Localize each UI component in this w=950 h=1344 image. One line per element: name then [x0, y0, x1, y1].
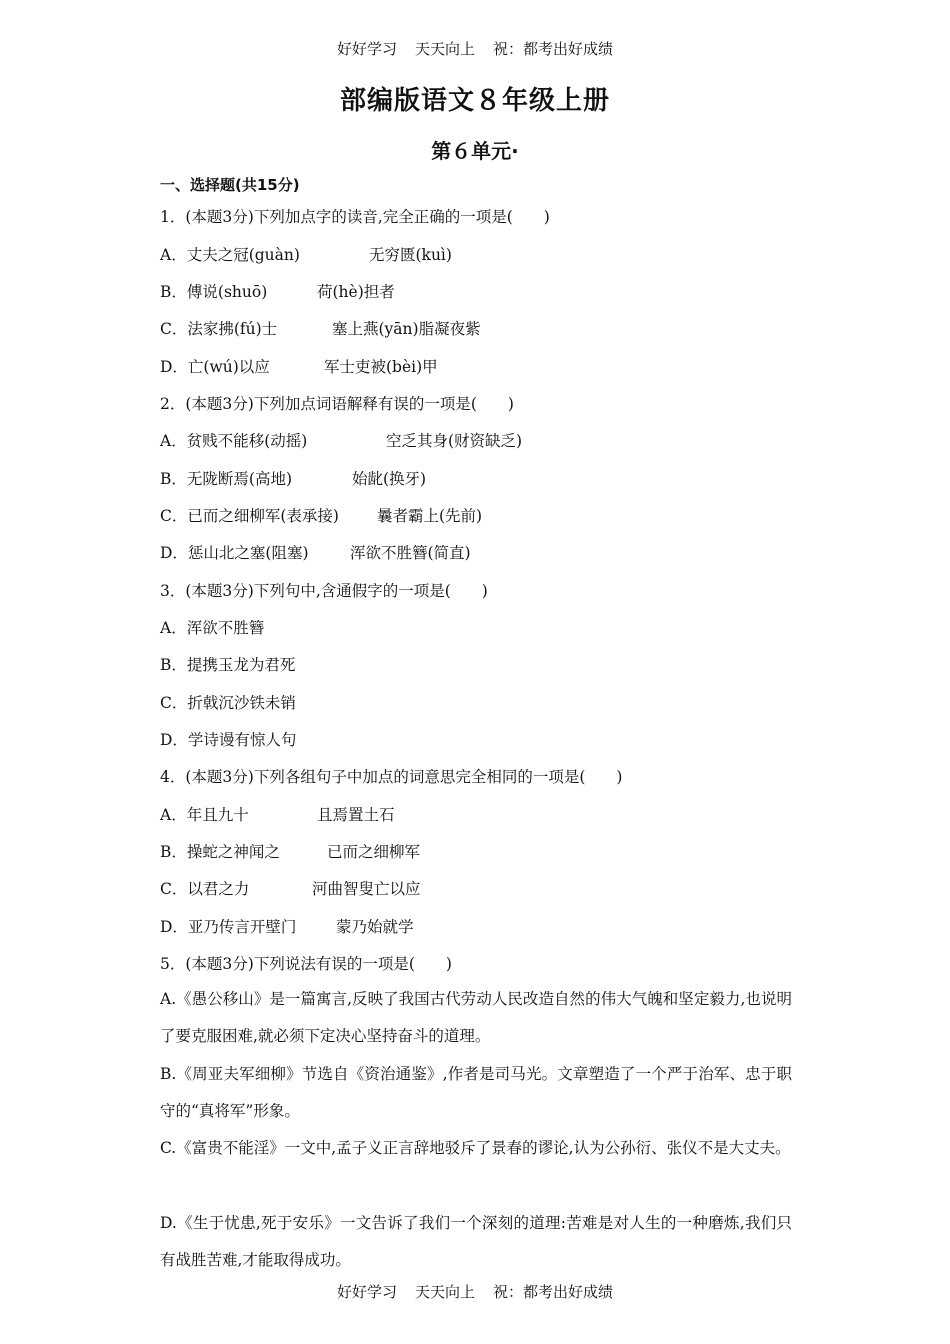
option-text-2: 浑欲不胜簪(简直): [350, 544, 471, 562]
option-text-2: 已而之细柳军: [327, 843, 421, 861]
question-5-option-d: D.《生于忧患,死于安乐》一文告诉了我们一个深刻的道理:苦难是对人生的一种磨炼,我们只有战胜苦难,才能取得成功。: [160, 1214, 792, 1269]
question-4-option-b: [160, 840, 421, 862]
option-text: C．法家拂(fú)士: [160, 320, 278, 338]
option-text: A．丈夫之冠(guàn): [160, 246, 300, 264]
option-text-2: 荷(hè)担者: [317, 283, 395, 301]
page-title: 部编版语文８年级上册: [339, 86, 610, 116]
option-text: B．操蛇之神闻之: [160, 843, 280, 861]
question-3-option-c: C．折戟沉沙铁未销: [160, 694, 296, 712]
question-2-stem: 2．(本题3分)下列加点词语解释有误的一项是( ): [160, 395, 514, 413]
option-text: C．以君之力: [160, 880, 250, 898]
question-3-option-a: A．浑欲不胜簪: [160, 619, 265, 637]
question-4-option-d: [160, 915, 414, 937]
question-5-stem: 5．(本题3分)下列说法有误的一项是( ): [160, 955, 452, 973]
option-text: B．傅说(shuō): [160, 283, 268, 301]
question-2-option-b: [160, 467, 427, 489]
option-text: D．亡(wú)以应: [160, 358, 270, 376]
header-motto-2: 天天向上: [414, 40, 475, 58]
question-5-option-a: A.《愚公移山》是一篇寓言,反映了我国古代劳动人民改造自然的伟大气魄和坚定毅力,也说明了要克服困难,就必须下定决心坚持奋斗的道理。: [160, 990, 792, 1045]
question-1-option-b: [160, 280, 395, 302]
option-text-2: 始龀(换牙): [352, 470, 427, 488]
question-3-option-b: B．提携玉龙为君死: [160, 656, 296, 674]
footer-motto-3: 祝：都考出好成绩: [493, 1283, 614, 1301]
footer-motto-2: 天天向上: [414, 1283, 475, 1301]
header-motto-3: 祝：都考出好成绩: [493, 40, 614, 58]
question-1-option-a: [160, 243, 452, 265]
question-1-option-c: [160, 317, 481, 339]
option-text-2: 河曲智叟亡以应: [312, 880, 421, 898]
question-2-option-c: [160, 504, 483, 526]
section-heading: 一、选择题(共15分): [160, 176, 300, 194]
option-text-2: 且焉置土石: [317, 806, 395, 824]
option-text: B．无陇断焉(高地): [160, 470, 292, 488]
question-5-option-c: C.《富贵不能淫》一文中,孟子义正言辞地驳斥了景春的谬论,认为公孙衍、张仪不是大丈夫。: [160, 1139, 791, 1157]
option-text: D．亚乃传言开壁门: [160, 918, 297, 936]
question-4-stem: 4．(本题3分)下列各组句子中加点的词意思完全相同的一项是( ): [160, 768, 623, 786]
question-3-stem: 3．(本题3分)下列句中,含通假字的一项是( ): [160, 582, 488, 600]
question-4-option-c: [160, 877, 421, 899]
page-header: [0, 38, 950, 59]
option-text-2: 无穷匮(kuì): [369, 246, 452, 264]
question-2-option-a: [160, 429, 523, 451]
option-text-2: 空乏其身(财资缺乏): [386, 432, 523, 450]
question-2-option-d: [160, 541, 471, 563]
page-footer: [0, 1281, 950, 1302]
option-text: A．贫贱不能移(动摇): [160, 432, 308, 450]
question-4-option-a: [160, 803, 395, 825]
question-3-option-d: D．学诗谩有惊人句: [160, 731, 297, 749]
option-text-2: 塞上燕(yān)脂凝夜紫: [332, 320, 481, 338]
question-1-stem: 1．(本题3分)下列加点字的读音,完全正确的一项是( ): [160, 208, 550, 226]
option-text: A．年且九十: [160, 806, 249, 824]
option-text-2: 蒙乃始就学: [336, 918, 414, 936]
footer-motto-1: 好好学习: [336, 1283, 397, 1301]
unit-title: 第６单元·: [431, 139, 519, 163]
option-text-2: 军士吏被(bèi)甲: [324, 358, 438, 376]
question-1-option-d: [160, 355, 438, 377]
option-text: D．惩山北之塞(阻塞): [160, 544, 309, 562]
header-motto-1: 好好学习: [336, 40, 397, 58]
option-text: C．已而之细柳军(表承接): [160, 507, 339, 525]
option-text-2: 曩者霸上(先前): [377, 507, 483, 525]
question-5-option-b: B.《周亚夫军细柳》节选自《资治通鉴》,作者是司马光。文章塑造了一个严于治军、忠于职守的“真将军”形象。: [160, 1065, 792, 1120]
